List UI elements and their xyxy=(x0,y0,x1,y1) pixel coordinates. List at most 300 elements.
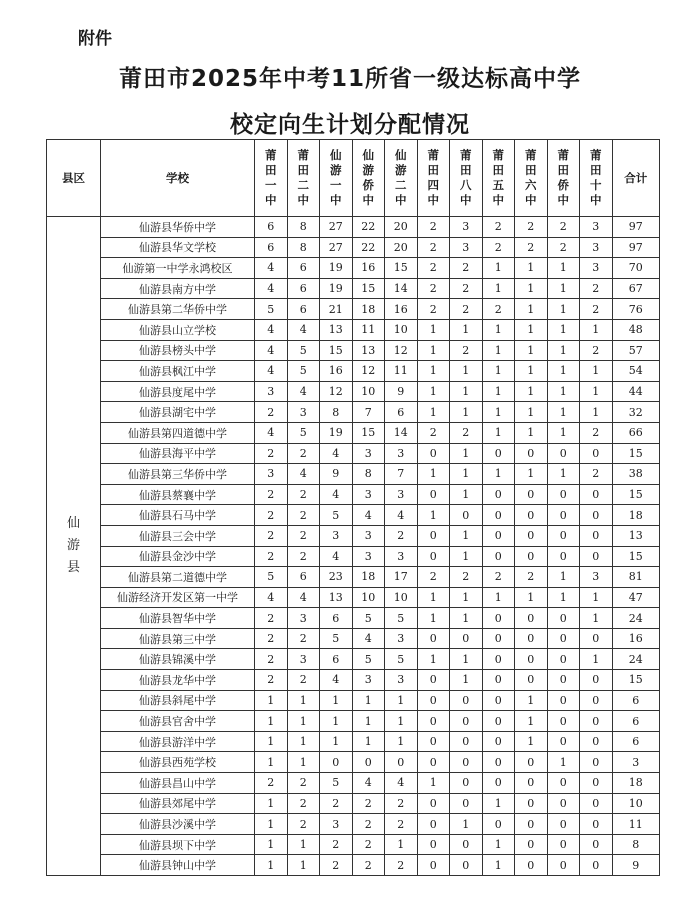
quota-cell: 1 xyxy=(450,319,483,340)
quota-cell: 2 xyxy=(450,299,483,320)
quota-cell: 4 xyxy=(255,278,288,299)
quota-cell: 3 xyxy=(287,608,320,629)
quota-cell: 6 xyxy=(320,608,353,629)
school-name-cell: 仙游县锦溪中学 xyxy=(101,649,255,670)
quota-cell: 1 xyxy=(482,278,515,299)
quota-cell: 1 xyxy=(515,258,548,279)
column-header-label: 莆 田 八 中 xyxy=(460,148,472,207)
quota-cell: 0 xyxy=(417,484,450,505)
quota-cell: 14 xyxy=(385,422,418,443)
quota-cell: 3 xyxy=(385,546,418,567)
quota-cell: 1 xyxy=(255,855,288,876)
quota-cell: 21 xyxy=(320,299,353,320)
quota-cell: 3 xyxy=(580,217,613,238)
quota-cell: 1 xyxy=(482,340,515,361)
quota-cell: 5 xyxy=(320,773,353,794)
quota-cell: 2 xyxy=(385,814,418,835)
school-name-cell: 仙游县第二道德中学 xyxy=(101,567,255,588)
quota-cell: 1 xyxy=(580,361,613,382)
document-title-line-1: 莆田市2025年中考11所省一级达标高中学 xyxy=(118,66,582,92)
quota-cell: 0 xyxy=(352,752,385,773)
quota-cell: 0 xyxy=(515,773,548,794)
quota-cell: 1 xyxy=(515,422,548,443)
school-name-cell: 仙游县榜头中学 xyxy=(101,340,255,361)
row-total-cell: 24 xyxy=(612,649,660,670)
quota-cell: 1 xyxy=(482,361,515,382)
quota-cell: 4 xyxy=(255,587,288,608)
quota-cell: 1 xyxy=(450,484,483,505)
quota-cell: 2 xyxy=(255,608,288,629)
row-total-cell: 67 xyxy=(612,278,660,299)
quota-cell: 4 xyxy=(320,484,353,505)
quota-cell: 13 xyxy=(352,340,385,361)
quota-cell: 0 xyxy=(547,793,580,814)
quota-cell: 1 xyxy=(287,752,320,773)
quota-cell: 0 xyxy=(580,546,613,567)
row-total-cell: 97 xyxy=(612,237,660,258)
quota-cell: 0 xyxy=(385,752,418,773)
quota-cell: 2 xyxy=(352,834,385,855)
table-row xyxy=(47,319,660,340)
quota-cell: 0 xyxy=(547,525,580,546)
quota-cell: 0 xyxy=(580,525,613,546)
school-column-header xyxy=(287,140,320,217)
quota-cell: 3 xyxy=(450,237,483,258)
table-row xyxy=(47,814,660,835)
quota-cell: 13 xyxy=(320,319,353,340)
quota-cell: 1 xyxy=(515,299,548,320)
table-row xyxy=(47,402,660,423)
quota-cell: 0 xyxy=(547,546,580,567)
quota-cell: 2 xyxy=(417,422,450,443)
quota-cell: 12 xyxy=(352,361,385,382)
quota-cell: 2 xyxy=(255,402,288,423)
quota-cell: 1 xyxy=(515,690,548,711)
quota-cell: 0 xyxy=(515,670,548,691)
quota-cell: 2 xyxy=(385,855,418,876)
quota-cell: 8 xyxy=(287,217,320,238)
quota-cell: 2 xyxy=(580,299,613,320)
quota-cell: 0 xyxy=(515,628,548,649)
quota-cell: 1 xyxy=(482,855,515,876)
row-total-cell: 18 xyxy=(612,773,660,794)
document-title-line-2: 校定向生计划分配情况 xyxy=(230,112,470,138)
quota-cell: 4 xyxy=(255,340,288,361)
school-name-cell: 仙游县沙溪中学 xyxy=(101,814,255,835)
quota-cell: 0 xyxy=(547,731,580,752)
table-row xyxy=(47,299,660,320)
quota-cell: 1 xyxy=(482,464,515,485)
quota-cell: 0 xyxy=(450,834,483,855)
quota-cell: 2 xyxy=(580,464,613,485)
quota-cell: 12 xyxy=(385,340,418,361)
quota-cell: 8 xyxy=(352,464,385,485)
quota-cell: 1 xyxy=(515,711,548,732)
quota-cell: 1 xyxy=(287,690,320,711)
school-column-header xyxy=(417,140,450,217)
school-name-cell: 仙游县斜尾中学 xyxy=(101,690,255,711)
column-header-label: 仙 游 侨 中 xyxy=(362,148,374,207)
quota-cell: 1 xyxy=(482,381,515,402)
quota-cell: 1 xyxy=(450,649,483,670)
quota-cell: 1 xyxy=(450,361,483,382)
quota-cell: 19 xyxy=(320,278,353,299)
quota-cell: 1 xyxy=(450,443,483,464)
table-row xyxy=(47,464,660,485)
quota-cell: 0 xyxy=(482,628,515,649)
quota-cell: 0 xyxy=(515,484,548,505)
quota-cell: 0 xyxy=(580,505,613,526)
quota-cell: 1 xyxy=(515,587,548,608)
quota-cell: 6 xyxy=(320,649,353,670)
quota-cell: 1 xyxy=(287,711,320,732)
quota-cell: 19 xyxy=(320,422,353,443)
quota-cell: 2 xyxy=(352,855,385,876)
quota-cell: 0 xyxy=(580,855,613,876)
quota-cell: 3 xyxy=(580,567,613,588)
quota-cell: 27 xyxy=(320,217,353,238)
quota-cell: 20 xyxy=(385,237,418,258)
quota-cell: 0 xyxy=(580,443,613,464)
quota-cell: 2 xyxy=(547,217,580,238)
quota-cell: 0 xyxy=(417,628,450,649)
quota-cell: 0 xyxy=(515,814,548,835)
quota-cell: 22 xyxy=(352,217,385,238)
quota-cell: 4 xyxy=(385,505,418,526)
quota-cell: 6 xyxy=(287,278,320,299)
quota-cell: 1 xyxy=(580,649,613,670)
quota-cell: 0 xyxy=(417,443,450,464)
quota-cell: 1 xyxy=(580,402,613,423)
quota-cell: 2 xyxy=(320,834,353,855)
quota-cell: 0 xyxy=(482,670,515,691)
quota-cell: 1 xyxy=(547,361,580,382)
row-total-cell: 38 xyxy=(612,464,660,485)
quota-cell: 9 xyxy=(385,381,418,402)
quota-cell: 1 xyxy=(417,402,450,423)
quota-cell: 1 xyxy=(417,381,450,402)
quota-cell: 0 xyxy=(580,793,613,814)
quota-cell: 2 xyxy=(450,340,483,361)
column-header-label: 莆 田 一 中 xyxy=(265,148,277,207)
school-name-cell: 仙游县三会中学 xyxy=(101,525,255,546)
column-header-label: 莆 田 十 中 xyxy=(590,148,602,207)
quota-cell: 16 xyxy=(385,299,418,320)
quota-cell: 4 xyxy=(255,258,288,279)
quota-cell: 0 xyxy=(580,773,613,794)
quota-cell: 1 xyxy=(450,402,483,423)
quota-cell: 16 xyxy=(320,361,353,382)
quota-cell: 2 xyxy=(450,278,483,299)
quota-cell: 2 xyxy=(417,299,450,320)
quota-cell: 2 xyxy=(352,814,385,835)
quota-cell: 1 xyxy=(255,752,288,773)
quota-cell: 2 xyxy=(287,773,320,794)
quota-cell: 5 xyxy=(287,340,320,361)
quota-cell: 4 xyxy=(255,361,288,382)
quota-cell: 18 xyxy=(352,299,385,320)
quota-cell: 2 xyxy=(482,237,515,258)
quota-cell: 2 xyxy=(580,278,613,299)
quota-cell: 1 xyxy=(287,834,320,855)
row-total-cell: 15 xyxy=(612,484,660,505)
quota-cell: 1 xyxy=(417,464,450,485)
row-total-cell: 6 xyxy=(612,731,660,752)
quota-cell: 1 xyxy=(417,319,450,340)
quota-cell: 1 xyxy=(255,711,288,732)
quota-cell: 1 xyxy=(547,567,580,588)
quota-cell: 1 xyxy=(515,381,548,402)
row-total-cell: 24 xyxy=(612,608,660,629)
school-column-header xyxy=(547,140,580,217)
school-name-cell: 仙游县海平中学 xyxy=(101,443,255,464)
quota-cell: 0 xyxy=(482,649,515,670)
table-row xyxy=(47,567,660,588)
row-total-cell: 47 xyxy=(612,587,660,608)
school-name-cell: 仙游县第二华侨中学 xyxy=(101,299,255,320)
quota-cell: 1 xyxy=(417,587,450,608)
quota-cell: 2 xyxy=(450,422,483,443)
table-row xyxy=(47,258,660,279)
school-column-header xyxy=(580,140,613,217)
quota-cell: 0 xyxy=(515,525,548,546)
table-row xyxy=(47,628,660,649)
quota-cell: 2 xyxy=(287,793,320,814)
quota-cell: 4 xyxy=(287,381,320,402)
quota-cell: 5 xyxy=(320,628,353,649)
table-row xyxy=(47,361,660,382)
quota-cell: 1 xyxy=(417,649,450,670)
school-name-cell: 仙游县石马中学 xyxy=(101,505,255,526)
county-name: 仙 游 县 xyxy=(66,516,80,575)
quota-cell: 1 xyxy=(482,319,515,340)
quota-cell: 2 xyxy=(385,525,418,546)
quota-cell: 6 xyxy=(287,258,320,279)
quota-cell: 15 xyxy=(320,340,353,361)
quota-cell: 0 xyxy=(580,752,613,773)
row-total-cell: 76 xyxy=(612,299,660,320)
quota-cell: 15 xyxy=(352,422,385,443)
quota-cell: 10 xyxy=(385,319,418,340)
quota-cell: 1 xyxy=(515,278,548,299)
quota-cell: 1 xyxy=(515,340,548,361)
quota-cell: 4 xyxy=(352,773,385,794)
quota-cell: 2 xyxy=(255,773,288,794)
school-name-cell: 仙游县山立学校 xyxy=(101,319,255,340)
quota-cell: 3 xyxy=(385,628,418,649)
quota-cell: 0 xyxy=(547,814,580,835)
quota-cell: 3 xyxy=(450,217,483,238)
quota-cell: 1 xyxy=(515,319,548,340)
quota-cell: 3 xyxy=(255,381,288,402)
school-name-cell: 仙游县官舍中学 xyxy=(101,711,255,732)
row-total-cell: 6 xyxy=(612,690,660,711)
quota-cell: 0 xyxy=(547,711,580,732)
quota-cell: 0 xyxy=(515,793,548,814)
quota-cell: 0 xyxy=(417,731,450,752)
quota-cell: 0 xyxy=(482,752,515,773)
quota-cell: 1 xyxy=(547,422,580,443)
quota-cell: 5 xyxy=(352,608,385,629)
quota-cell: 2 xyxy=(255,443,288,464)
table-row xyxy=(47,587,660,608)
quota-cell: 0 xyxy=(482,546,515,567)
quota-cell: 2 xyxy=(352,793,385,814)
quota-cell: 0 xyxy=(580,670,613,691)
quota-cell: 2 xyxy=(482,567,515,588)
quota-cell: 0 xyxy=(547,834,580,855)
quota-cell: 0 xyxy=(417,793,450,814)
school-name-cell: 仙游县枫江中学 xyxy=(101,361,255,382)
quota-cell: 1 xyxy=(450,464,483,485)
quota-cell: 1 xyxy=(547,258,580,279)
quota-cell: 5 xyxy=(255,299,288,320)
quota-cell: 2 xyxy=(580,340,613,361)
school-name-cell: 仙游县第三华侨中学 xyxy=(101,464,255,485)
quota-cell: 0 xyxy=(417,834,450,855)
quota-cell: 6 xyxy=(287,567,320,588)
quota-cell: 1 xyxy=(255,793,288,814)
quota-cell: 6 xyxy=(385,402,418,423)
quota-cell: 2 xyxy=(417,567,450,588)
quota-cell: 5 xyxy=(320,505,353,526)
quota-cell: 0 xyxy=(515,546,548,567)
quota-cell: 15 xyxy=(385,258,418,279)
table-row xyxy=(47,484,660,505)
column-header-label: 莆 田 六 中 xyxy=(525,148,537,207)
quota-cell: 0 xyxy=(547,505,580,526)
school-name-cell: 仙游县度尾中学 xyxy=(101,381,255,402)
quota-cell: 10 xyxy=(352,381,385,402)
quota-cell: 0 xyxy=(580,484,613,505)
quota-cell: 1 xyxy=(417,608,450,629)
quota-cell: 3 xyxy=(287,649,320,670)
quota-cell: 1 xyxy=(320,690,353,711)
quota-cell: 1 xyxy=(482,793,515,814)
school-name-cell: 仙游县蔡襄中学 xyxy=(101,484,255,505)
school-name-cell: 仙游县第三中学 xyxy=(101,628,255,649)
quota-cell: 2 xyxy=(547,237,580,258)
quota-cell: 2 xyxy=(255,505,288,526)
quota-cell: 0 xyxy=(515,834,548,855)
quota-cell: 1 xyxy=(417,773,450,794)
quota-cell: 3 xyxy=(287,402,320,423)
quota-cell: 2 xyxy=(255,649,288,670)
quota-cell: 4 xyxy=(287,464,320,485)
row-total-cell: 70 xyxy=(612,258,660,279)
row-total-cell: 97 xyxy=(612,217,660,238)
row-total-cell: 32 xyxy=(612,402,660,423)
quota-cell: 5 xyxy=(352,649,385,670)
column-header-label: 莆 田 侨 中 xyxy=(557,148,569,207)
school-name-cell: 仙游县华文学校 xyxy=(101,237,255,258)
quota-cell: 6 xyxy=(255,237,288,258)
quota-cell: 2 xyxy=(287,505,320,526)
quota-cell: 13 xyxy=(320,587,353,608)
quota-cell: 0 xyxy=(450,773,483,794)
quota-cell: 2 xyxy=(417,258,450,279)
school-name-cell: 仙游县第四道德中学 xyxy=(101,422,255,443)
quota-cell: 0 xyxy=(482,525,515,546)
quota-cell: 0 xyxy=(450,711,483,732)
table-row xyxy=(47,670,660,691)
quota-cell: 11 xyxy=(352,319,385,340)
quota-cell: 1 xyxy=(547,299,580,320)
quota-cell: 1 xyxy=(482,258,515,279)
school-name-cell: 仙游县智华中学 xyxy=(101,608,255,629)
quota-cell: 1 xyxy=(547,752,580,773)
school-column-header: 学校 xyxy=(101,140,255,217)
quota-cell: 1 xyxy=(450,546,483,567)
table-row xyxy=(47,217,660,238)
quota-cell: 2 xyxy=(287,814,320,835)
quota-cell: 4 xyxy=(287,587,320,608)
quota-cell: 0 xyxy=(515,855,548,876)
county-column-header: 县区 xyxy=(47,140,101,217)
school-name-cell: 仙游县钟山中学 xyxy=(101,855,255,876)
quota-cell: 1 xyxy=(450,587,483,608)
quota-cell: 11 xyxy=(385,361,418,382)
quota-cell: 1 xyxy=(352,690,385,711)
quota-cell: 1 xyxy=(255,834,288,855)
quota-cell: 4 xyxy=(320,670,353,691)
quota-cell: 1 xyxy=(547,587,580,608)
quota-cell: 1 xyxy=(580,319,613,340)
quota-cell: 4 xyxy=(255,319,288,340)
quota-cell: 2 xyxy=(482,299,515,320)
quota-cell: 3 xyxy=(255,464,288,485)
quota-cell: 0 xyxy=(450,793,483,814)
quota-cell: 1 xyxy=(255,814,288,835)
quota-cell: 0 xyxy=(417,855,450,876)
table-row xyxy=(47,690,660,711)
quota-cell: 1 xyxy=(352,731,385,752)
quota-cell: 7 xyxy=(385,464,418,485)
quota-cell: 0 xyxy=(547,649,580,670)
quota-cell: 4 xyxy=(320,443,353,464)
quota-cell: 1 xyxy=(385,690,418,711)
row-total-cell: 8 xyxy=(612,834,660,855)
quota-cell: 0 xyxy=(482,443,515,464)
column-header-label: 仙 游 一 中 xyxy=(330,148,342,207)
quota-cell: 3 xyxy=(352,443,385,464)
row-total-cell: 6 xyxy=(612,711,660,732)
quota-cell: 0 xyxy=(547,670,580,691)
quota-cell: 1 xyxy=(352,711,385,732)
quota-cell: 1 xyxy=(547,319,580,340)
quota-cell: 2 xyxy=(417,237,450,258)
quota-cell: 1 xyxy=(320,711,353,732)
school-name-cell: 仙游县游洋中学 xyxy=(101,731,255,752)
school-column-header xyxy=(450,140,483,217)
school-name-cell: 仙游县西苑学校 xyxy=(101,752,255,773)
row-total-cell: 13 xyxy=(612,525,660,546)
quota-cell: 10 xyxy=(352,587,385,608)
quota-cell: 1 xyxy=(580,608,613,629)
quota-cell: 15 xyxy=(352,278,385,299)
quota-cell: 0 xyxy=(580,814,613,835)
row-total-cell: 10 xyxy=(612,793,660,814)
quota-cell: 2 xyxy=(482,217,515,238)
quota-cell: 5 xyxy=(385,608,418,629)
school-column-header xyxy=(320,140,353,217)
quota-cell: 0 xyxy=(450,690,483,711)
quota-cell: 3 xyxy=(385,443,418,464)
quota-cell: 4 xyxy=(287,319,320,340)
quota-cell: 1 xyxy=(482,834,515,855)
quota-cell: 0 xyxy=(515,649,548,670)
quota-cell: 18 xyxy=(352,567,385,588)
